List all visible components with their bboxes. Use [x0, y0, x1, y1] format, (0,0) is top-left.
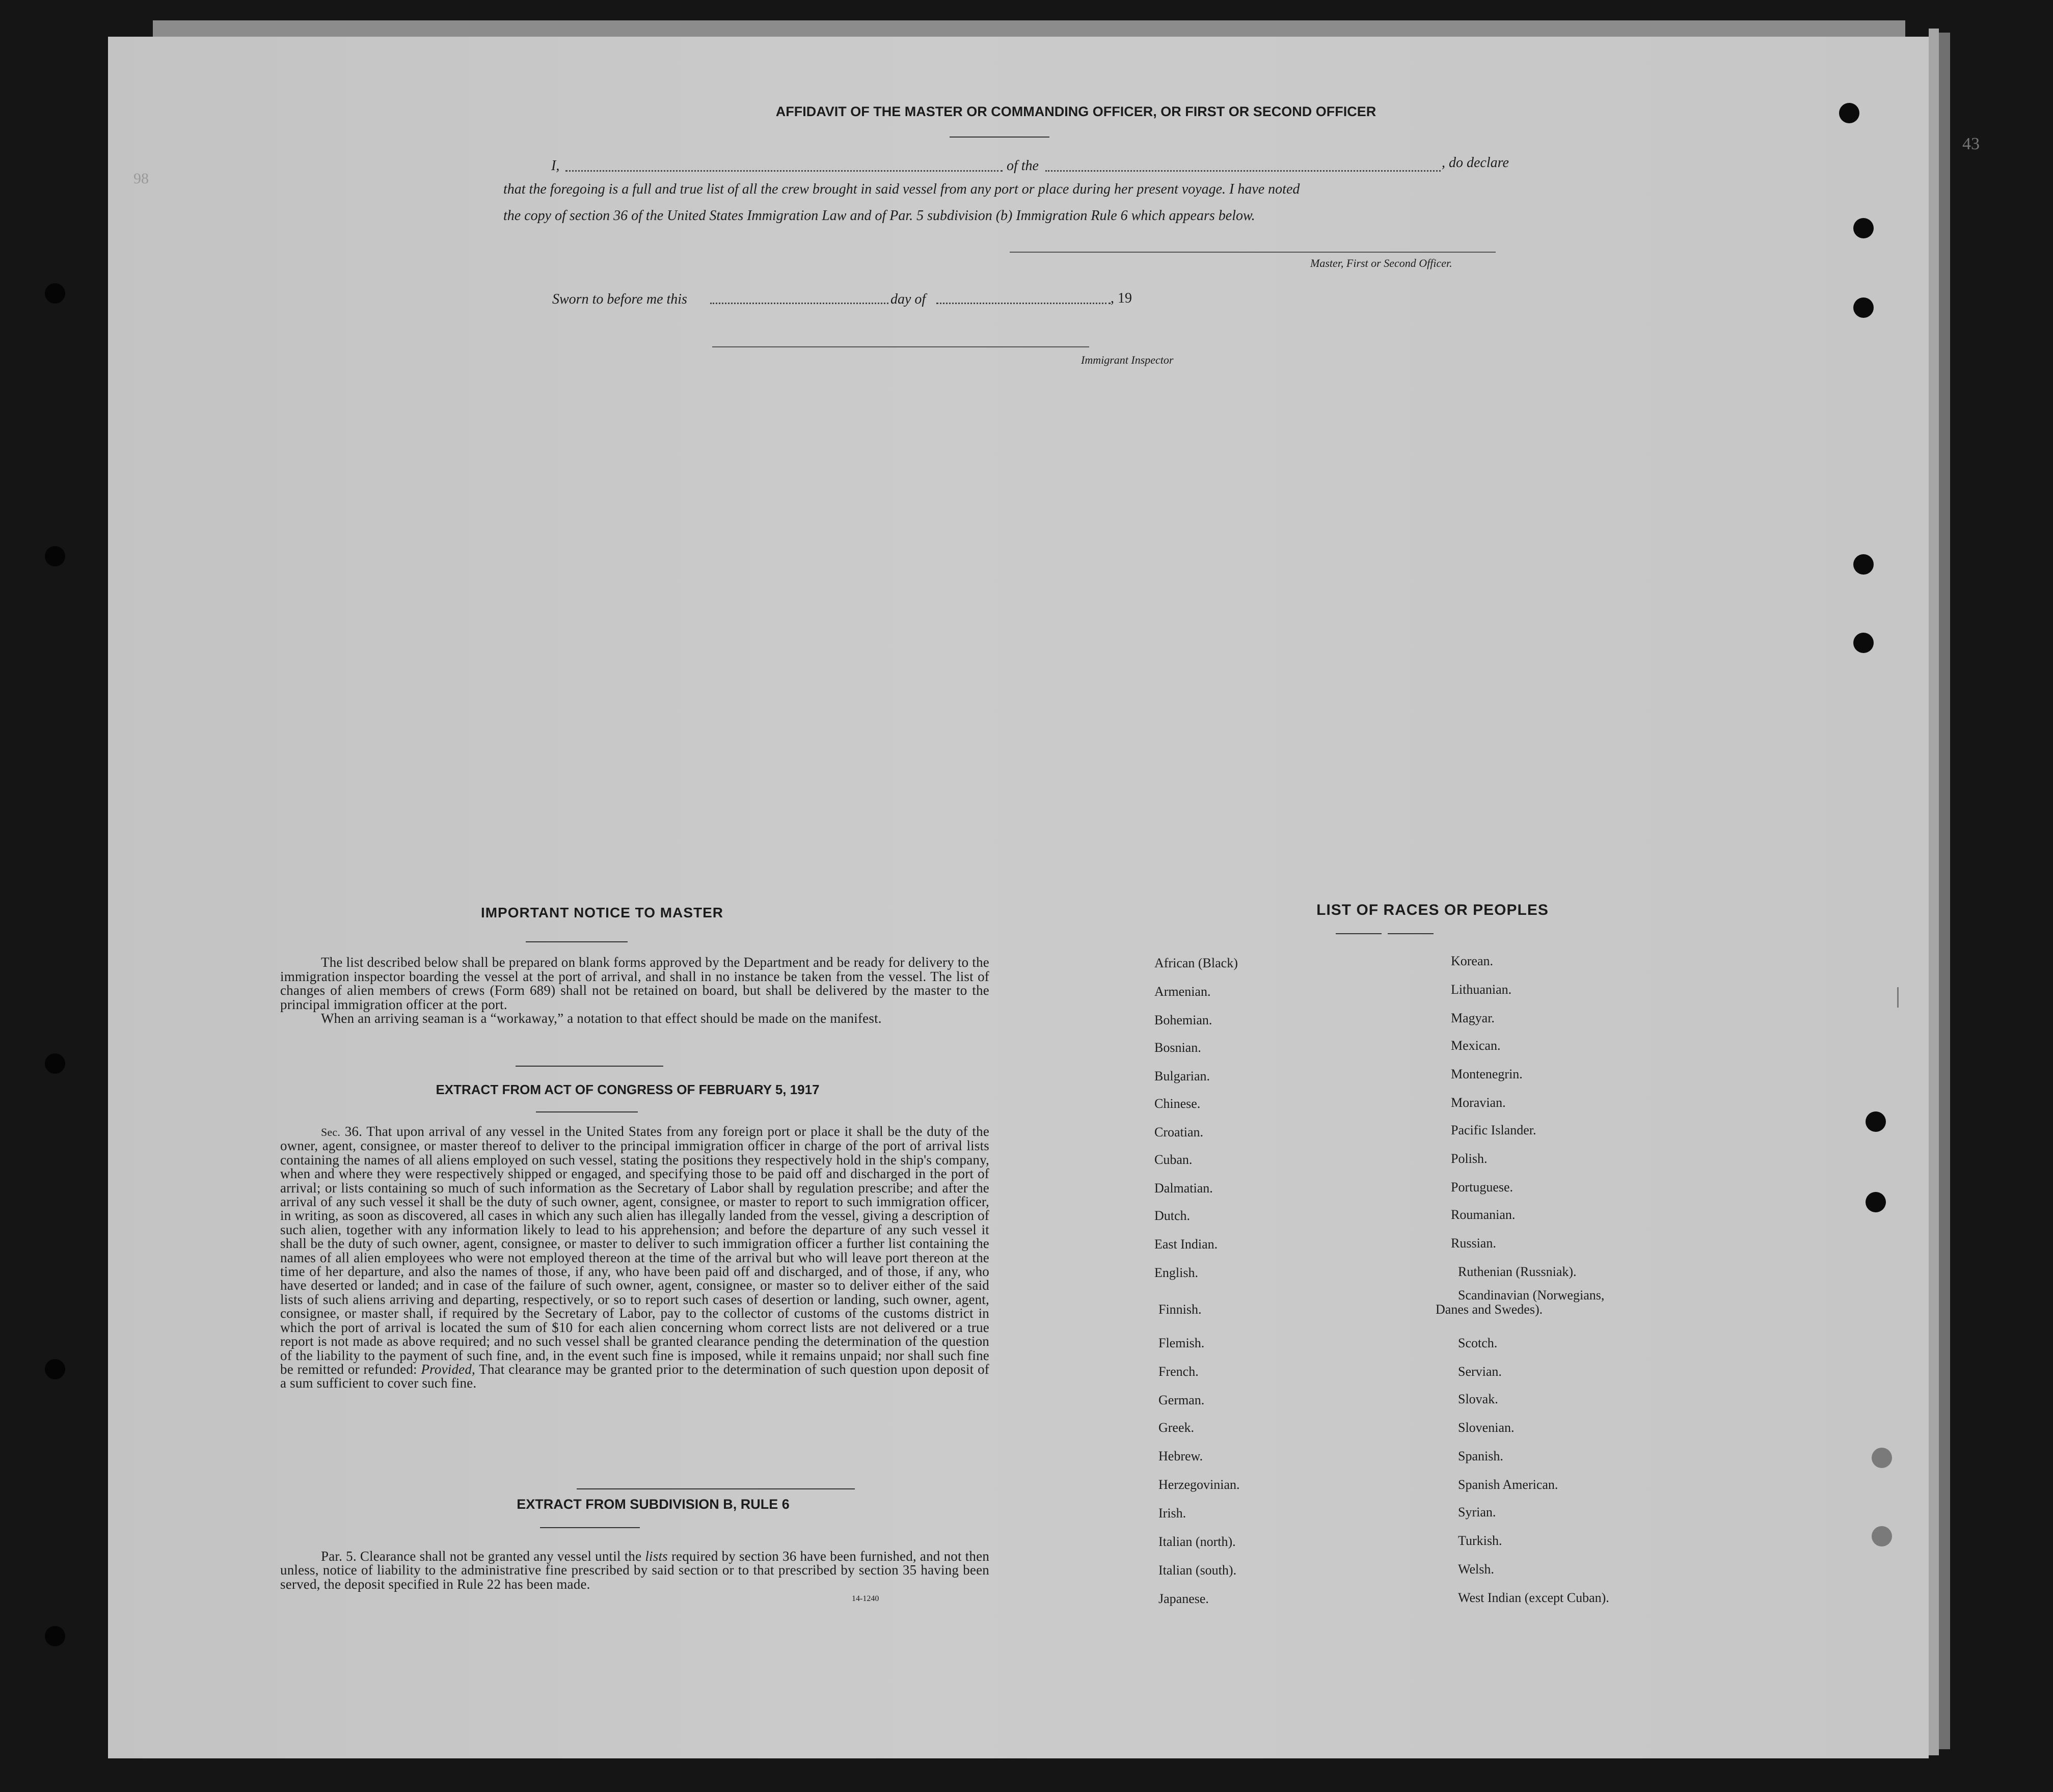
- race-item: Servian.: [1458, 1364, 1502, 1379]
- affidavit-line3: the copy of section 36 of the United States Immigration Law and of Par. 5 subdivision (b) Immigration Rule 6 which appears below.: [503, 208, 1255, 224]
- race-item: Slovak.: [1458, 1392, 1498, 1406]
- race-item: African (Black): [1154, 956, 1238, 970]
- race-item: Flemish.: [1158, 1336, 1205, 1350]
- race-item: Pacific Islander.: [1451, 1123, 1536, 1137]
- affidavit-line2: that the foregoing is a full and true list of all the crew brought in said vessel from any port or place during her present voyage. I have noted: [503, 181, 1300, 197]
- right-page-edge: [1929, 29, 1939, 1755]
- race-item: Dutch.: [1154, 1208, 1191, 1223]
- punch-hole-right-5: [1853, 633, 1874, 653]
- inspector-signature-line: [712, 346, 1089, 347]
- day-of-label: day of: [890, 291, 926, 307]
- affidavit-i-label: I,: [551, 158, 560, 174]
- race-item: Korean.: [1451, 954, 1494, 968]
- notice-para-2: When an arriving seaman is a “workaway,” a notation to that effect should be made on the manifest.: [321, 1011, 882, 1026]
- provided-word: Provided,: [421, 1361, 475, 1377]
- form-number: 14-1240: [852, 1594, 879, 1603]
- race-item: Russian.: [1451, 1236, 1496, 1251]
- punch-hole-left-4: [45, 1359, 65, 1379]
- rule-title-rule: [540, 1527, 640, 1528]
- race-item: Finnish.: [1158, 1302, 1202, 1317]
- notice-para-1: The list described below shall be prepared on blank forms approved by the Department and be ready for delivery to the immigration inspector boarding the vessel at the port of arrival, and shall in no instance be taken from the vessel. The list of changes of alien members of crews (Form 689) shall not be retained on board, but shall be delivered by the master to the principal immigration officer at the port.: [280, 955, 989, 1012]
- sec-label: Sec.: [321, 1126, 341, 1138]
- race-item: Italian (south).: [1158, 1563, 1237, 1578]
- race-item: Magyar.: [1451, 1011, 1495, 1025]
- race-item: West Indian (except Cuban).: [1458, 1590, 1609, 1605]
- act-text: [280, 1125, 989, 1391]
- race-item: Turkish.: [1458, 1533, 1502, 1548]
- race-item: Chinese.: [1154, 1096, 1201, 1111]
- year-label: , 19: [1111, 290, 1132, 306]
- race-item: Scotch.: [1458, 1336, 1498, 1350]
- punch-hole-left-5: [45, 1626, 65, 1646]
- race-item: Bulgarian.: [1154, 1069, 1210, 1083]
- race-item: Armenian.: [1154, 984, 1211, 999]
- race-item: Bosnian.: [1154, 1040, 1201, 1055]
- race-item: Mexican.: [1451, 1038, 1501, 1053]
- race-item: French.: [1158, 1364, 1199, 1379]
- punch-hole-left-1: [45, 283, 65, 304]
- race-item: Dalmatian.: [1154, 1181, 1213, 1196]
- sworn-label: Sworn to before me this: [552, 291, 687, 307]
- affidavit-name-line: [565, 170, 1003, 172]
- affidavit-title-rule: [950, 137, 1049, 138]
- month-line: [936, 303, 1111, 304]
- rule-text: [280, 1550, 989, 1591]
- race-item: Montenegrin.: [1451, 1067, 1523, 1081]
- race-item: Croatian.: [1154, 1125, 1204, 1139]
- race-item: East Indian.: [1154, 1237, 1218, 1252]
- race-item: Moravian.: [1451, 1095, 1506, 1110]
- affidavit-vessel-line: [1045, 170, 1441, 172]
- race-item: Syrian.: [1458, 1505, 1496, 1519]
- rule-body-a: Par. 5. Clearance shall not be granted any vessel until the: [321, 1549, 642, 1564]
- rule-body-b: required by section 36 have been furnished, and not then unless, notice of liability to the administrative fine prescribed by said section or to that prescribed by section 35 having been served, the deposit specified in Rule 22 has been made.: [280, 1549, 990, 1592]
- race-item: Italian (north).: [1158, 1534, 1236, 1549]
- race-item: German.: [1158, 1393, 1205, 1407]
- inspector-caption: Immigrant Inspector: [1081, 354, 1174, 366]
- back-mark: 98: [133, 170, 149, 187]
- right-page-edge-2: [1939, 33, 1950, 1749]
- race-item: Spanish.: [1458, 1449, 1503, 1463]
- act-body: 36. That upon arrival of any vessel in the United States from any foreign port or place it shall be the duty of the owner, agent, consignee, or master thereof to deliver to the principal immigration officer in charge of the port of arrival lists containing the names of all aliens employed on such vessel, stating the positions they respectively hold in the ship's company, when and where they were respectively shipped or engaged, and specifying those to be paid off and discharged in the port of arrival; or lists containing so much of such information as the Secretary of Labor shall by regulation prescribe; and after the arrival of any such vessel it shall be the duty of such owner, agent, consignee, or master to report to such immigration officer, in writing, as soon as discovered, all cases in which any such alien has illegally landed from the vessel, giving a description of such alien, together with any information likely to lead to his apprehension; and before the departure of any such vessel it shall be the duty of such owner, agent, consignee, or master to deliver to such immigration officer a further list containing the names of all alien employees who were not employed thereon at the time of the arrival but who will leave port thereon at the time of her departure, and also the names of those, if any, who have been paid off and discharged, and of those, if any, who have deserted or landed; and in case of the failure of such owner, agent, consignee, or master so to deliver either of the said lists of such aliens arriving and departing, respectively, or so to report such cases of desertion or landing, such owner, agent, consignee, or master shall, if required by the Secretary of Labor, pay to the collector of customs of the customs district in which the port of arrival is located the sum of $10 for each alien concerning whom correct lists are not delivered or a true report is not made as above required; and no such vessel shall be granted clearance pending the determination of the question of the liability to the payment of such fine, and, in the event such fine is imposed, while it remains unpaid; nor shall such fine be remitted or refunded:: [280, 1124, 990, 1377]
- race-item: Portuguese.: [1451, 1180, 1514, 1194]
- sworn-date-line: [710, 303, 888, 304]
- race-item: Irish.: [1158, 1506, 1186, 1521]
- races-title-rule-1: [1336, 933, 1382, 934]
- act-title-rule: [536, 1111, 638, 1112]
- act-body-end: That clearance may be granted prior to the determination of such question upon deposit of a sum sufficient to cover such fine.: [280, 1361, 989, 1391]
- punch-hole-right-3: [1853, 297, 1874, 318]
- races-title-rule-2: [1388, 933, 1434, 934]
- race-item: Herzegovinian.: [1158, 1477, 1240, 1492]
- punch-hole-right-4: [1853, 554, 1874, 575]
- punch-hole-right-2: [1853, 218, 1874, 238]
- races-title: LIST OF RACES OR PEOPLES: [1316, 902, 1549, 918]
- page-number: 43: [1962, 134, 1980, 153]
- race-item: Roumanian.: [1451, 1207, 1516, 1222]
- notice-title-rule: [526, 941, 628, 942]
- punch-hole-left-3: [45, 1053, 65, 1074]
- race-item: Scandinavian (Norwegians,: [1458, 1288, 1605, 1302]
- notice-text: [280, 956, 989, 1026]
- race-item: Ruthenian (Russniak).: [1458, 1264, 1577, 1279]
- lists-word: lists: [645, 1549, 668, 1564]
- act-title: EXTRACT FROM ACT OF CONGRESS OF FEBRUARY 5, 1917: [436, 1082, 820, 1097]
- race-item: Cuban.: [1154, 1152, 1193, 1167]
- notice-end-rule: [516, 1066, 663, 1067]
- race-right-extra: Danes and Swedes).: [1436, 1302, 1543, 1317]
- document-page: [108, 37, 1980, 1758]
- act-end-rule: [577, 1488, 855, 1489]
- race-item: Greek.: [1158, 1420, 1195, 1435]
- master-signature-line: [1010, 252, 1496, 253]
- affidavit-do-declare: , do declare: [1442, 155, 1509, 171]
- race-item: Welsh.: [1458, 1562, 1494, 1577]
- affidavit-title: AFFIDAVIT OF THE MASTER OR COMMANDING OFFICER, OR FIRST OR SECOND OFFICER: [775, 104, 1376, 119]
- punch-hole-right-8: [1872, 1448, 1892, 1468]
- punch-hole-left-2: [45, 546, 65, 566]
- race-item: Spanish American.: [1458, 1477, 1558, 1492]
- race-item: Slovenian.: [1458, 1420, 1515, 1435]
- punch-hole-right-1: [1839, 103, 1859, 123]
- master-caption: Master, First or Second Officer.: [1310, 257, 1452, 269]
- race-item: Bohemian.: [1154, 1013, 1212, 1027]
- rule-title: EXTRACT FROM SUBDIVISION B, RULE 6: [517, 1497, 790, 1512]
- race-item: Japanese.: [1158, 1591, 1209, 1606]
- punch-hole-right-7: [1866, 1192, 1886, 1212]
- race-item: Lithuanian.: [1451, 982, 1512, 997]
- race-item: Hebrew.: [1158, 1449, 1203, 1463]
- underlying-page-edge: [153, 20, 1905, 38]
- margin-tick: [1897, 987, 1899, 1008]
- punch-hole-right-6: [1866, 1111, 1886, 1132]
- affidavit-of-the: of the: [1007, 158, 1039, 174]
- punch-hole-right-9: [1872, 1526, 1892, 1546]
- race-item: Polish.: [1451, 1151, 1488, 1166]
- race-item: English.: [1154, 1265, 1198, 1280]
- notice-title: IMPORTANT NOTICE TO MASTER: [480, 905, 724, 920]
